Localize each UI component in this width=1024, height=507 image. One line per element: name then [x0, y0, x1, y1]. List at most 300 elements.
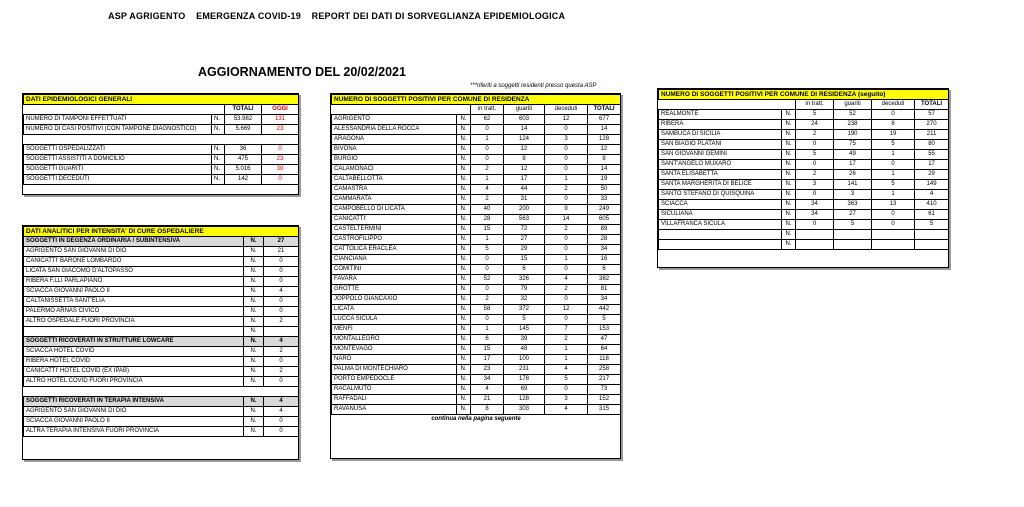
in-treatment: 0 — [796, 220, 834, 230]
hospital-row — [24, 297, 299, 307]
in-treatment: 0 — [471, 285, 504, 295]
deceased — [872, 230, 915, 240]
in-treatment: 0 — [796, 160, 834, 170]
in-treatment: 40 — [471, 205, 504, 215]
municipality-name: CALTABELLOTTA — [332, 175, 457, 185]
row-unit: N. — [782, 190, 796, 200]
hospital-unit: N. — [244, 417, 264, 427]
row-unit: N. — [457, 365, 471, 375]
hospital-value: 0 — [264, 427, 299, 437]
municipality-name: REALMONTE — [659, 110, 782, 120]
municipality-row — [332, 145, 621, 155]
deceased: 0 — [545, 165, 588, 175]
recovered: 563 — [504, 215, 545, 225]
row-unit: N. — [782, 170, 796, 180]
in-treatment: 58 — [471, 305, 504, 315]
hospital-value: 0 — [264, 307, 299, 317]
total: 28 — [588, 235, 621, 245]
municipality-name: LUCCA SICULA — [332, 315, 457, 325]
row-today: 30 — [262, 165, 299, 175]
hospital-label — [24, 387, 244, 397]
municipality-name: RACALMUTO — [332, 385, 457, 395]
row-unit: N. — [212, 125, 225, 135]
row-label — [24, 135, 212, 145]
hospital-data-panel — [22, 225, 299, 460]
row-unit: N. — [457, 205, 471, 215]
municipality-row — [332, 175, 621, 185]
municipality-row — [332, 345, 621, 355]
in-treatment: 2 — [471, 195, 504, 205]
municipality-row — [332, 295, 621, 305]
row-unit: N. — [457, 295, 471, 305]
row-label: NUMERO DI CASI POSITIVI (CON TAMPONE DIAGNOSTICO) — [24, 125, 212, 135]
row-unit: N. — [457, 235, 471, 245]
hospital-unit: N. — [244, 377, 264, 387]
deceased: 5 — [872, 180, 915, 190]
row-unit: N. — [457, 265, 471, 275]
update-date: AGGIORNAMENTO DEL 20/02/2021 — [198, 65, 406, 79]
deceased: 8 — [872, 120, 915, 130]
municipality-row — [659, 200, 949, 210]
col-oggi: OGGI — [262, 105, 299, 115]
row-total: 142 — [225, 175, 262, 185]
total: 118 — [588, 355, 621, 365]
total: 73 — [588, 385, 621, 395]
general-data-title: DATI EPIDEMIOLOGICI GENERALI — [24, 95, 299, 105]
general-data-panel — [22, 93, 299, 195]
row-total: 475 — [225, 155, 262, 165]
hospital-label: LICATA SAN GIACOMO D'ALTOPASSO — [24, 267, 244, 277]
in-treatment: 17 — [471, 355, 504, 365]
column-header: guariti — [834, 100, 872, 110]
municipality-row — [332, 135, 621, 145]
total: 47 — [588, 335, 621, 345]
municipality-name: LICATA — [332, 305, 457, 315]
hospital-label: SCIACCA HOTEL COVID — [24, 347, 244, 357]
total: 55 — [915, 150, 949, 160]
municipality-row — [332, 325, 621, 335]
municipality-row — [332, 235, 621, 245]
municipality-name: RAVANUSA — [332, 405, 457, 415]
row-unit: N. — [457, 115, 471, 125]
in-treatment: 62 — [471, 115, 504, 125]
hospital-label: RIBERA HOTEL COVID — [24, 357, 244, 367]
row-today — [262, 135, 299, 145]
row-unit: N. — [782, 210, 796, 220]
residents-note: ***riferiti a soggetti residenti presso questa ASP — [470, 83, 597, 89]
header-org: ASP AGRIGENTO — [108, 11, 186, 21]
recovered: 124 — [504, 135, 545, 145]
hospital-value: 0 — [264, 377, 299, 387]
hospital-row — [24, 307, 299, 317]
row-label: SOGGETTI ASSISTITI A DOMICILIO — [24, 155, 212, 165]
municipality-row — [659, 220, 949, 230]
total: 211 — [915, 130, 949, 140]
in-treatment: 6 — [471, 335, 504, 345]
general-data-table — [23, 94, 299, 185]
hospital-label: SCIACCA GIOVANNI PAOLO II — [24, 417, 244, 427]
row-unit: N. — [457, 165, 471, 175]
row-label: NUMERO DI TAMPONI EFFETTUATI — [24, 115, 212, 125]
total: 6 — [588, 265, 621, 275]
row-today: 0 — [262, 175, 299, 185]
hospital-value: 0 — [264, 277, 299, 287]
recovered: 12 — [504, 165, 545, 175]
municipality-row — [659, 120, 949, 130]
in-treatment: 15 — [471, 225, 504, 235]
hospital-row — [24, 287, 299, 297]
hospital-value: 2 — [264, 347, 299, 357]
hospital-value: 0 — [264, 257, 299, 267]
hospital-value: 2 — [264, 367, 299, 377]
total: 50 — [588, 185, 621, 195]
municipality-continued-title: NUMERO DI SOGGETTI POSITIVI PER COMUNE DI RESIDENZA (seguito) — [659, 90, 949, 100]
hospital-data-table — [23, 226, 299, 437]
total: 29 — [915, 170, 949, 180]
in-treatment: 1 — [471, 235, 504, 245]
recovered: 303 — [504, 405, 545, 415]
hospital-label: PALERMO ARNAS CIVICO — [24, 307, 244, 317]
hospital-row — [24, 347, 299, 357]
column-header: deceduti — [545, 105, 588, 115]
hospital-unit: N. — [244, 307, 264, 317]
in-treatment: 2 — [796, 170, 834, 180]
deceased: 0 — [545, 245, 588, 255]
municipality-name: CATTOLICA ERACLEA — [332, 245, 457, 255]
municipality-name: PORTO EMPEDOCLE — [332, 375, 457, 385]
municipality-row — [332, 385, 621, 395]
municipality-name: RIBERA — [659, 120, 782, 130]
deceased: 1 — [545, 175, 588, 185]
recovered: 17 — [504, 175, 545, 185]
row-unit: N. — [212, 175, 225, 185]
hospital-unit: N. — [244, 257, 264, 267]
hospital-unit: N. — [244, 427, 264, 437]
row-unit: N. — [457, 305, 471, 315]
total: 81 — [588, 285, 621, 295]
municipality-name: COMITINI — [332, 265, 457, 275]
recovered: 363 — [834, 200, 872, 210]
municipality-name: GROTTE — [332, 285, 457, 295]
column-header: TOTALI — [915, 100, 949, 110]
row-unit: N. — [457, 195, 471, 205]
column-header: guariti — [504, 105, 545, 115]
row-today: 23 — [262, 125, 299, 135]
municipality-title: NUMERO DI SOGGETTI POSITIVI PER COMUNE DI RESIDENZA — [332, 95, 621, 105]
municipality-name: RAFFADALI — [332, 395, 457, 405]
recovered: 100 — [504, 355, 545, 365]
in-treatment — [796, 240, 834, 250]
row-total: 53.982 — [225, 115, 262, 125]
hospital-unit: N. — [244, 407, 264, 417]
municipality-name: SAMBUCA DI SICILIA — [659, 130, 782, 140]
municipality-name: CAMASTRA — [332, 185, 457, 195]
hospital-value: 0 — [264, 267, 299, 277]
municipality-name: SICULIANA — [659, 210, 782, 220]
hospital-unit: N. — [244, 327, 264, 337]
hospital-value: 21 — [264, 247, 299, 257]
column-header: in tratt. — [796, 100, 834, 110]
hospital-unit: N. — [244, 247, 264, 257]
deceased: 0 — [872, 110, 915, 120]
header-report: REPORT DEI DATI DI SORVEGLIANZA EPIDEMIOLOGICA — [311, 11, 566, 21]
recovered: 12 — [504, 145, 545, 155]
municipality-row — [332, 115, 621, 125]
general-row — [24, 125, 299, 135]
column-header: TOTALI — [588, 105, 621, 115]
hospital-row — [24, 357, 299, 367]
recovered: 31 — [504, 195, 545, 205]
municipality-row — [659, 210, 949, 220]
in-treatment: 5 — [796, 150, 834, 160]
hospital-label: SOGGETTI RICOVERATI IN STRUTTURE LOWCARE — [24, 337, 244, 347]
row-unit: N. — [457, 285, 471, 295]
hospital-unit: N. — [244, 397, 264, 407]
row-unit: N. — [212, 145, 225, 155]
in-treatment: 34 — [796, 210, 834, 220]
recovered: 79 — [504, 285, 545, 295]
deceased: 0 — [545, 125, 588, 135]
in-treatment: 0 — [796, 140, 834, 150]
deceased: 1 — [545, 345, 588, 355]
deceased: 1 — [872, 150, 915, 160]
in-treatment: 4 — [471, 385, 504, 395]
report-header — [108, 11, 573, 21]
hospital-unit: N. — [244, 317, 264, 327]
row-unit: N. — [457, 185, 471, 195]
deceased — [872, 240, 915, 250]
municipality-name: SANT'ANGELO MUXARO — [659, 160, 782, 170]
hospital-label: AGRIGENTO SAN GIOVANNI DI DIO — [24, 407, 244, 417]
hospital-label: ALTRA TERAPIA INTENSIVA FUORI PROVINCIA — [24, 427, 244, 437]
general-row — [24, 145, 299, 155]
total: 34 — [588, 295, 621, 305]
municipality-row — [332, 245, 621, 255]
recovered: 190 — [834, 130, 872, 140]
recovered: 5 — [834, 220, 872, 230]
recovered: 27 — [504, 235, 545, 245]
hospital-label: ALTRO HOTEL COVID FUORI PROVINCIA — [24, 377, 244, 387]
in-treatment: 34 — [796, 200, 834, 210]
municipality-panel — [330, 93, 621, 459]
total: 128 — [588, 135, 621, 145]
row-unit: N. — [457, 355, 471, 365]
general-row — [24, 175, 299, 185]
general-row — [24, 165, 299, 175]
municipality-name: CIANCIANA — [332, 255, 457, 265]
general-row — [24, 155, 299, 165]
row-unit: N. — [782, 200, 796, 210]
in-treatment: 52 — [471, 275, 504, 285]
deceased: 7 — [545, 325, 588, 335]
municipality-row — [659, 150, 949, 160]
in-treatment: 15 — [471, 345, 504, 355]
row-unit: N. — [782, 120, 796, 130]
total: 315 — [588, 405, 621, 415]
municipality-name: SAN GIOVANNI GEMINI — [659, 150, 782, 160]
deceased: 1 — [545, 355, 588, 365]
hospital-unit: N. — [244, 237, 264, 247]
hospital-unit: N. — [244, 337, 264, 347]
municipality-name: PALMA DI MONTECHIARO — [332, 365, 457, 375]
municipality-row — [659, 190, 949, 200]
municipality-name — [659, 240, 782, 250]
recovered: 238 — [834, 120, 872, 130]
hospital-value: 4 — [264, 397, 299, 407]
row-unit: N. — [457, 175, 471, 185]
total: 14 — [588, 165, 621, 175]
row-today: 23 — [262, 155, 299, 165]
row-total: 5.016 — [225, 165, 262, 175]
recovered: 178 — [504, 375, 545, 385]
deceased: 2 — [545, 225, 588, 235]
deceased: 4 — [545, 365, 588, 375]
hospital-label: SCIACCA GIOVANNI PAOLO II — [24, 287, 244, 297]
recovered: 326 — [504, 275, 545, 285]
in-treatment: 0 — [471, 265, 504, 275]
deceased: 19 — [872, 130, 915, 140]
municipality-row — [332, 215, 621, 225]
recovered: 200 — [504, 205, 545, 215]
municipality-row — [332, 365, 621, 375]
hospital-value: 0 — [264, 297, 299, 307]
hospital-value: 0 — [264, 417, 299, 427]
total: 605 — [588, 215, 621, 225]
in-treatment: 8 — [471, 405, 504, 415]
municipality-row — [332, 395, 621, 405]
column-header: in tratt. — [471, 105, 504, 115]
municipality-name: CANICATTI' — [332, 215, 457, 225]
deceased: 0 — [872, 160, 915, 170]
deceased: 0 — [545, 385, 588, 395]
municipality-name: SANTO STEFANO DI QUISQUINA — [659, 190, 782, 200]
deceased: 2 — [545, 335, 588, 345]
in-treatment: 24 — [796, 120, 834, 130]
total: 12 — [588, 145, 621, 155]
municipality-name: BIVONA — [332, 145, 457, 155]
deceased: 5 — [872, 140, 915, 150]
deceased: 4 — [545, 275, 588, 285]
row-label: SOGGETTI GUARITI — [24, 165, 212, 175]
municipality-row — [332, 305, 621, 315]
municipality-name: NARO — [332, 355, 457, 365]
in-treatment: 5 — [796, 110, 834, 120]
row-unit: N. — [457, 155, 471, 165]
row-unit: N. — [457, 385, 471, 395]
municipality-row — [659, 240, 949, 250]
general-row — [24, 135, 299, 145]
municipality-name: ARAGONA — [332, 135, 457, 145]
row-unit: N. — [457, 225, 471, 235]
municipality-name: ALESSANDRIA DELLA ROCCA — [332, 125, 457, 135]
recovered: 6 — [504, 265, 545, 275]
hospital-label — [24, 327, 244, 337]
row-unit: N. — [212, 155, 225, 165]
deceased: 2 — [545, 285, 588, 295]
total: 677 — [588, 115, 621, 125]
hospital-value — [264, 327, 299, 337]
deceased: 1 — [872, 190, 915, 200]
recovered: 44 — [504, 185, 545, 195]
municipality-continued-panel — [657, 88, 949, 268]
continue-note: continua nella pagina seguente — [431, 416, 521, 422]
in-treatment: 1 — [471, 135, 504, 145]
municipality-row — [659, 140, 949, 150]
hospital-value: 0 — [264, 357, 299, 367]
row-label: SOGGETTI OSPEDALIZZATI — [24, 145, 212, 155]
deceased: 0 — [545, 235, 588, 245]
in-treatment: 23 — [471, 365, 504, 375]
hospital-row — [24, 257, 299, 267]
municipality-table — [331, 94, 621, 424]
deceased: 0 — [545, 265, 588, 275]
municipality-row — [332, 125, 621, 135]
deceased: 4 — [545, 405, 588, 415]
in-treatment: 2 — [471, 295, 504, 305]
municipality-row — [332, 185, 621, 195]
row-unit: N. — [782, 130, 796, 140]
municipality-row — [332, 265, 621, 275]
total: 5 — [588, 315, 621, 325]
municipality-row — [332, 335, 621, 345]
recovered: 603 — [504, 115, 545, 125]
municipality-row — [659, 180, 949, 190]
row-unit: N. — [457, 245, 471, 255]
municipality-row — [659, 230, 949, 240]
hospital-row — [24, 277, 299, 287]
municipality-name: VILLAFRANCA SICULA — [659, 220, 782, 230]
municipality-row — [332, 315, 621, 325]
hospital-label: CALTANISSETTA SANT'ELIA — [24, 297, 244, 307]
row-unit: N. — [457, 315, 471, 325]
row-unit: N. — [457, 395, 471, 405]
row-unit: N. — [782, 220, 796, 230]
in-treatment: 5 — [471, 245, 504, 255]
hospital-unit: N. — [244, 287, 264, 297]
recovered: 17 — [834, 160, 872, 170]
total: 16 — [588, 255, 621, 265]
deceased: 0 — [545, 155, 588, 165]
municipality-name: AGRIGENTO — [332, 115, 457, 125]
hospital-row — [24, 317, 299, 327]
deceased: 0 — [872, 220, 915, 230]
municipality-name: CAMPOBELLO DI LICATA — [332, 205, 457, 215]
hospital-row — [24, 377, 299, 387]
recovered — [834, 240, 872, 250]
deceased: 9 — [545, 205, 588, 215]
general-row — [24, 115, 299, 125]
recovered: 75 — [834, 140, 872, 150]
recovered: 8 — [504, 155, 545, 165]
recovered: 14 — [504, 125, 545, 135]
row-unit: N. — [782, 140, 796, 150]
in-treatment: 28 — [471, 215, 504, 225]
row-unit: N. — [457, 345, 471, 355]
municipality-name: SAN BIAGIO PLATANI — [659, 140, 782, 150]
row-unit: N. — [457, 135, 471, 145]
deceased: 0 — [545, 295, 588, 305]
deceased: 0 — [545, 145, 588, 155]
municipality-name: SANTA MARGHERITA DI BELICE — [659, 180, 782, 190]
municipality-name: BURGIO — [332, 155, 457, 165]
hospital-row — [24, 327, 299, 337]
hospital-label: CANICATTI' HOTEL COVID (EX IPAB) — [24, 367, 244, 377]
municipality-name: MONTALLEGRO — [332, 335, 457, 345]
total: 249 — [588, 205, 621, 215]
municipality-row — [659, 170, 949, 180]
row-unit: N. — [782, 240, 796, 250]
row-unit: N. — [457, 215, 471, 225]
